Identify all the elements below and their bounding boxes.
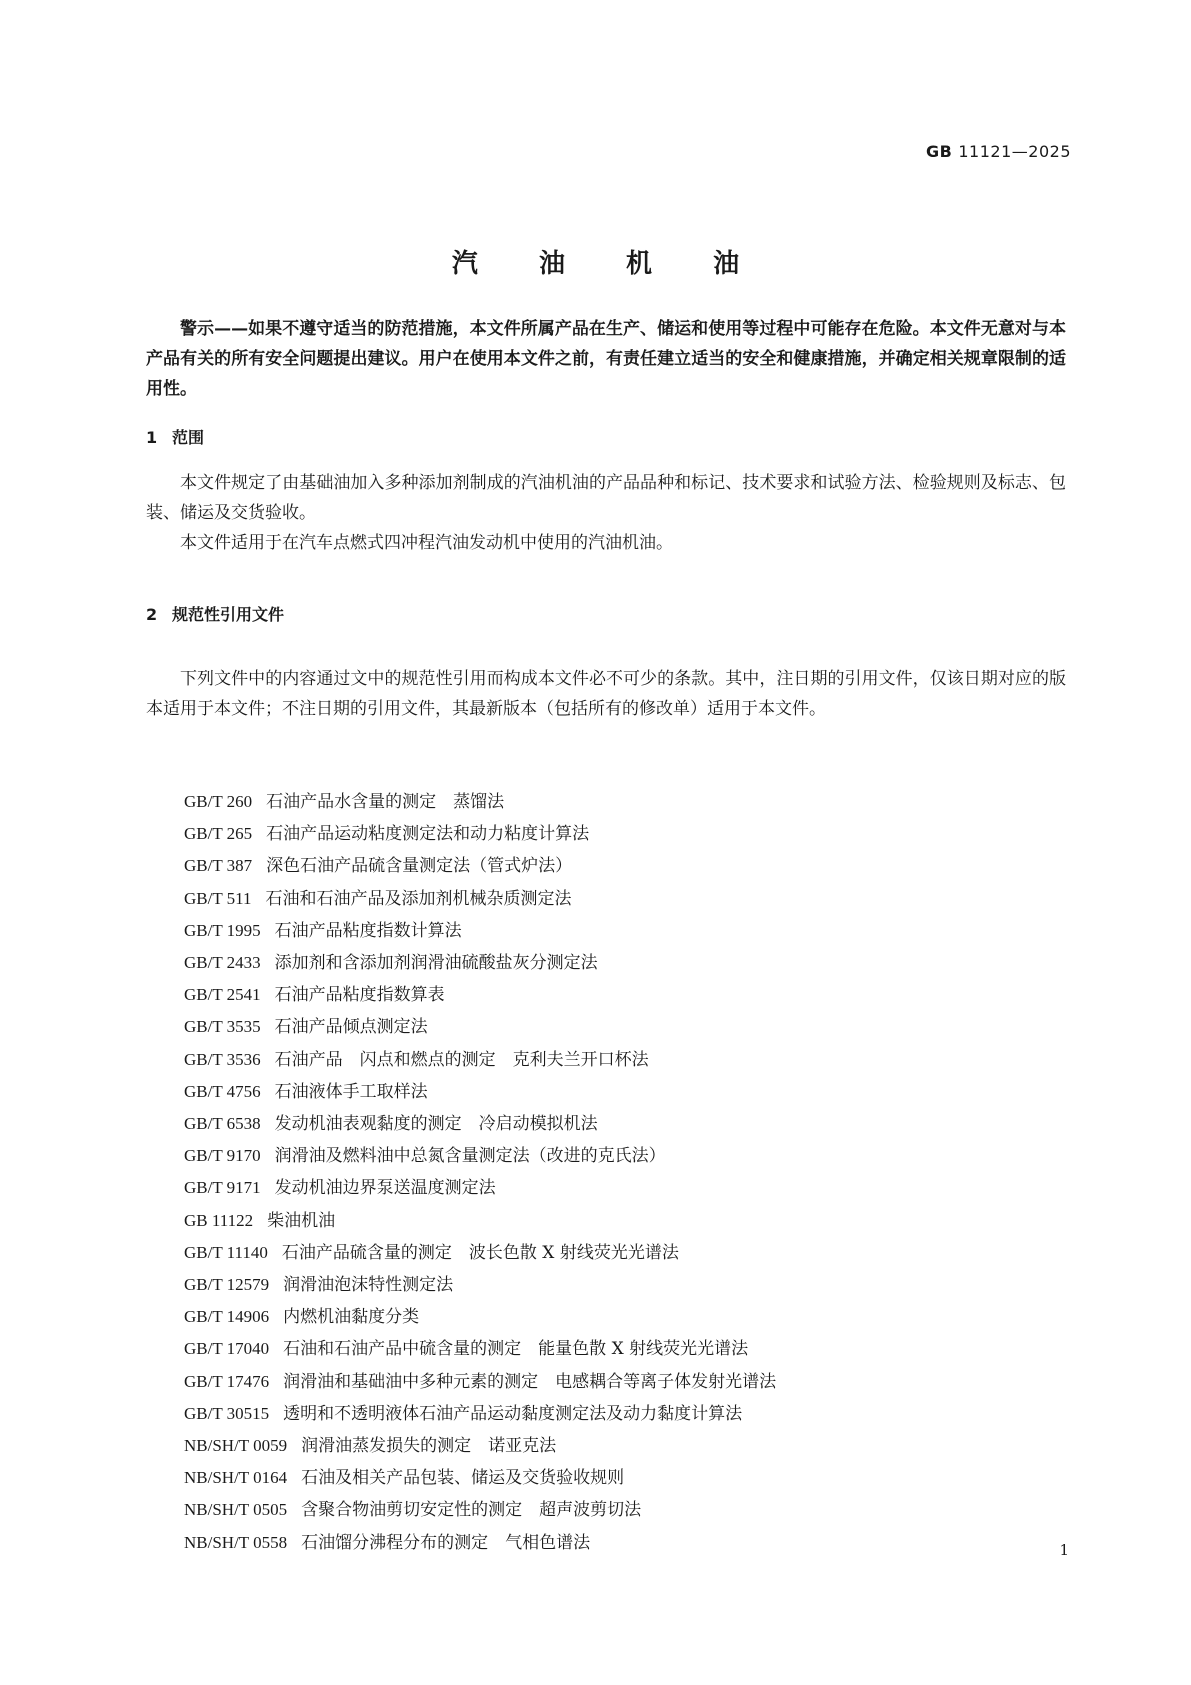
normative-reference-list: [184, 786, 1084, 1559]
reference-code: GB/T 511: [184, 888, 252, 908]
reference-title: 添加剂和含添加剂润滑油硫酸盐灰分测定法: [274, 953, 598, 974]
standard-code: 11121—2025: [958, 142, 1071, 161]
standard-prefix: GB: [926, 142, 953, 161]
reference-code: GB/T 17040: [184, 1339, 270, 1359]
reference-code: GB/T 6538: [184, 1114, 261, 1134]
reference-code: GB/T 4756: [184, 1081, 261, 1101]
reference-code: GB/T 260: [184, 792, 253, 811]
reference-item: [184, 1333, 1084, 1365]
reference-item: [184, 915, 1084, 947]
section-1-body: [146, 468, 1066, 558]
reference-code: GB/T 9171: [184, 1178, 261, 1198]
reference-title: 发动机油边界泵送温度测定法: [274, 1178, 496, 1199]
reference-item: [184, 818, 1084, 850]
reference-item: [184, 1269, 1084, 1301]
reference-code: GB/T 30515: [184, 1403, 270, 1423]
reference-title: 透明和不透明液体石油产品运动黏度测定法及动力黏度计算法: [283, 1403, 743, 1424]
reference-item: [184, 1398, 1084, 1430]
reference-title: 石油馏分沸程分布的测定 气相色谱法: [301, 1532, 591, 1553]
reference-title: 润滑油和基础油中多种元素的测定 电感耦合等离子体发射光谱法: [283, 1371, 777, 1392]
section-1-paragraph: 本文件适用于在汽车点燃式四冲程汽油发动机中使用的汽油机油。: [180, 533, 673, 553]
reference-title: 石油产品运动粘度测定法和动力粘度计算法: [266, 824, 590, 845]
reference-title: 润滑油蒸发损失的测定 诺亚克法: [301, 1436, 557, 1457]
reference-item: [184, 1044, 1084, 1076]
reference-item: [184, 1462, 1084, 1494]
reference-code: NB/SH/T 0558: [184, 1532, 288, 1552]
reference-item: [184, 1366, 1084, 1398]
section-1-heading: [146, 425, 204, 448]
reference-item: [184, 1011, 1084, 1043]
reference-title: 润滑油及燃料油中总氮含量测定法（改进的克氏法）: [274, 1146, 666, 1167]
section-1-title: 范围: [172, 428, 205, 447]
reference-item: [184, 979, 1084, 1011]
reference-code: GB/T 265: [184, 824, 253, 844]
reference-item: [184, 947, 1084, 979]
reference-code: GB/T 9170: [184, 1146, 261, 1166]
reference-title: 石油产品水含量的测定 蒸馏法: [266, 792, 505, 812]
section-2-heading: [146, 602, 284, 625]
reference-item: [184, 1172, 1084, 1204]
reference-title: 石油液体手工取样法: [274, 1081, 428, 1102]
reference-item: [184, 883, 1084, 915]
reference-item: [184, 1494, 1084, 1526]
reference-item: [184, 1108, 1084, 1140]
document-title: 汽 油 机 油: [451, 249, 766, 279]
reference-title: 润滑油泡沫特性测定法: [283, 1275, 454, 1296]
reference-title: 石油和石油产品及添加剂机械杂质测定法: [265, 888, 572, 909]
reference-item: [184, 850, 1084, 882]
reference-item: [184, 786, 1084, 818]
reference-item: [184, 1237, 1084, 1269]
reference-code: GB/T 3536: [184, 1049, 261, 1069]
reference-code: GB/T 14906: [184, 1307, 270, 1327]
warning-notice: 警示——如果不遵守适当的防范措施，本文件所属产品在生产、储运和使用等过程中可能存在危险。本文件无意对与本产品有关的所有安全问题提出建议。用户在使用本文件之前，有责任建立适当的安全和健康措施，并确定相关规章限制的适用性。: [146, 319, 1066, 399]
reference-item: [184, 1140, 1084, 1172]
reference-code: NB/SH/T 0505: [184, 1500, 288, 1520]
reference-title: 石油产品硫含量的测定 波长色散 X 射线荧光光谱法: [281, 1242, 679, 1263]
section-1-number: 1: [146, 428, 158, 447]
reference-title: 石油产品粘度指数计算法: [274, 920, 462, 941]
section-2-number: 2: [146, 605, 158, 624]
reference-title: 柴油机油: [267, 1210, 336, 1231]
reference-code: GB 11122: [184, 1210, 254, 1230]
reference-title: 石油产品 闪点和燃点的测定 克利夫兰开口杯法: [274, 1049, 649, 1070]
reference-item: [184, 1205, 1084, 1237]
section-2-title: 规范性引用文件: [172, 605, 285, 624]
reference-code: GB/T 2541: [184, 985, 261, 1005]
reference-item: [184, 1076, 1084, 1108]
reference-title: 含聚合物油剪切安定性的测定 超声波剪切法: [301, 1500, 642, 1521]
reference-code: GB/T 12579: [184, 1275, 270, 1295]
reference-title: 发动机油表观黏度的测定 冷启动模拟机法: [274, 1114, 598, 1135]
reference-code: GB/T 2433: [184, 953, 261, 973]
reference-item: [184, 1301, 1084, 1333]
reference-title: 石油和石油产品中硫含量的测定 能量色散 X 射线荧光光谱法: [283, 1339, 749, 1360]
standard-number: [926, 142, 1071, 161]
reference-code: NB/SH/T 0059: [184, 1436, 288, 1456]
reference-code: GB/T 387: [184, 856, 253, 876]
reference-item: [184, 1430, 1084, 1462]
section-2-intro-paragraph: 下列文件中的内容通过文中的规范性引用而构成本文件必不可少的条款。其中，注日期的引用文件，仅该日期对应的版本适用于本文件；不注日期的引用文件，其最新版本（包括所有的修改单）适用于本文件。: [146, 669, 1066, 719]
page-number: 1: [1059, 1541, 1069, 1559]
reference-title: 内燃机油黏度分类: [283, 1307, 420, 1328]
reference-title: 石油产品倾点测定法: [274, 1017, 428, 1038]
reference-title: 石油产品粘度指数算表: [274, 985, 445, 1006]
reference-title: 石油及相关产品包装、储运及交货验收规则: [301, 1468, 625, 1489]
section-1-paragraph: 本文件规定了由基础油加入多种添加剂制成的汽油机油的产品品种和标记、技术要求和试验方法、检验规则及标志、包装、储运及交货验收。: [146, 473, 1066, 523]
reference-code: GB/T 11140: [184, 1242, 268, 1262]
reference-item: [184, 1527, 1084, 1559]
reference-code: NB/SH/T 0164: [184, 1468, 288, 1488]
reference-title: 深色石油产品硫含量测定法（管式炉法）: [266, 856, 573, 877]
reference-code: GB/T 17476: [184, 1371, 270, 1391]
section-2-intro: [146, 664, 1066, 724]
reference-code: GB/T 1995: [184, 920, 261, 940]
reference-code: GB/T 3535: [184, 1017, 261, 1037]
